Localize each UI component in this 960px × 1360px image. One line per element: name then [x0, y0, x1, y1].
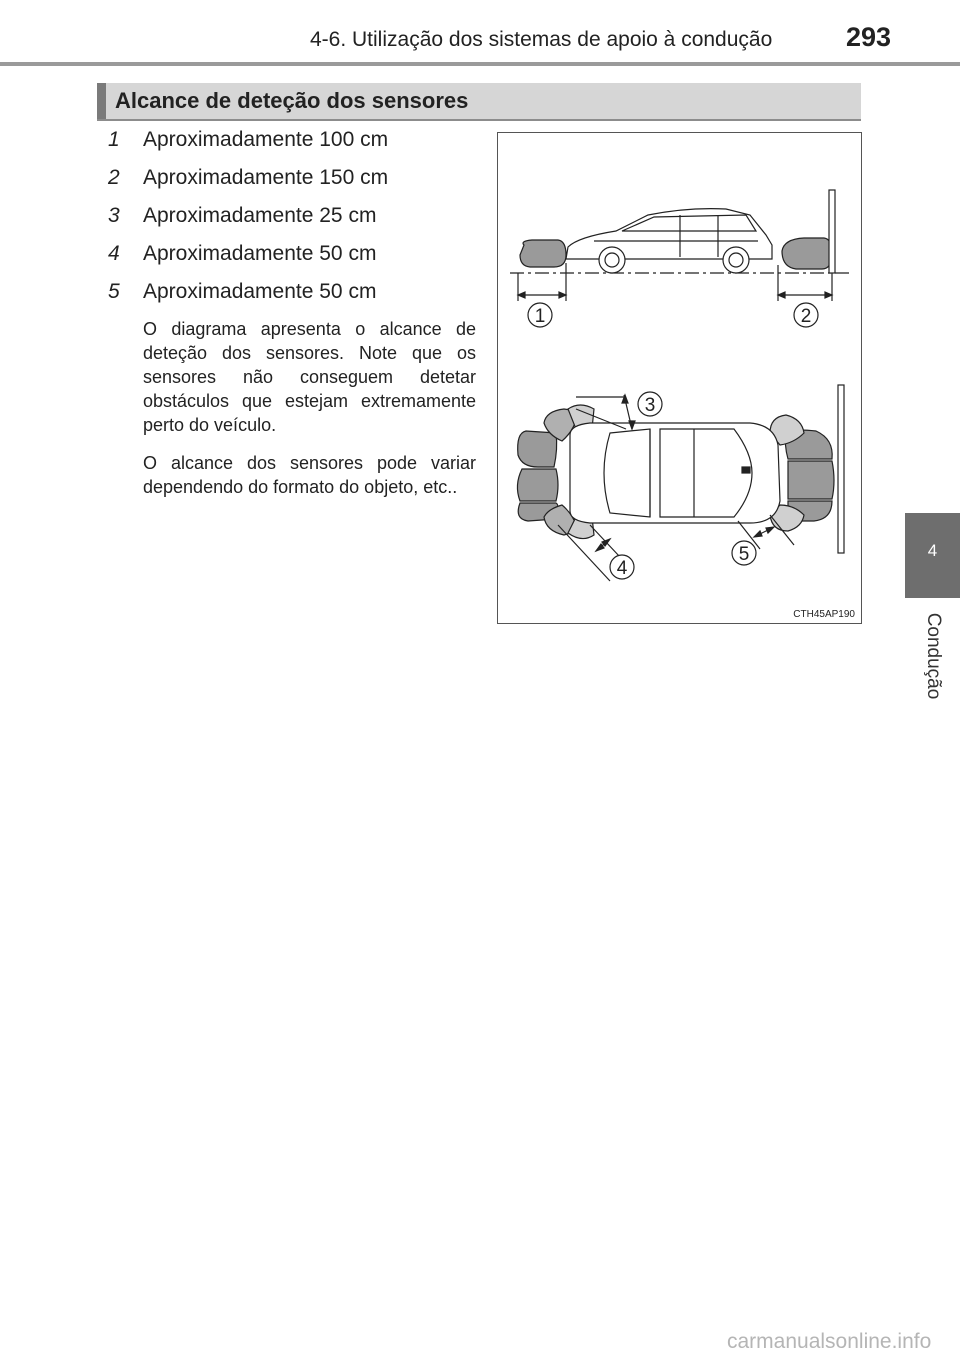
item-number: 1	[108, 128, 120, 151]
side-view	[510, 190, 850, 327]
body-paragraph: O diagrama apresenta o alcance de deteção dos sensores. Note que os sensores não conseguem detetar obstáculos que estejam extremamente perto do veículo.	[143, 319, 476, 435]
header-divider	[0, 62, 960, 66]
section-heading-accent	[97, 83, 106, 119]
item-number: 3	[108, 204, 120, 227]
callout-4: 4	[616, 558, 628, 579]
item-text: Aproximadamente 50 cm	[143, 280, 377, 303]
item-text: Aproximadamente 50 cm	[143, 242, 377, 265]
item-number: 2	[108, 166, 120, 189]
page-number: 293	[846, 22, 892, 52]
figure-code: CTH45AP190	[793, 609, 855, 620]
body-paragraph: O alcance dos sensores pode variar dependendo do formato do objeto, etc..	[143, 453, 476, 497]
item-text: Aproximadamente 25 cm	[143, 204, 377, 227]
chapter-tab	[905, 513, 960, 598]
item-text: Aproximadamente 150 cm	[143, 166, 389, 189]
callout-5: 5	[738, 544, 750, 565]
item-text: Aproximadamente 100 cm	[143, 128, 389, 151]
sensor-range-diagram	[497, 132, 862, 624]
callout-1: 1	[534, 306, 546, 327]
watermark-url: carmanualsonline.info	[727, 1330, 932, 1353]
header-section-title: 4-6. Utilização dos sistemas de apoio à condução	[310, 28, 773, 51]
chapter-number: 4	[927, 541, 938, 560]
chapter-label: Condução	[923, 612, 944, 700]
top-view	[517, 385, 844, 581]
section-title: Alcance de deteção dos sensores	[115, 88, 469, 113]
section-heading-bar	[97, 83, 861, 121]
callout-2: 2	[800, 306, 812, 327]
callout-3: 3	[644, 395, 656, 416]
item-number: 5	[108, 280, 120, 303]
item-number: 4	[108, 242, 120, 265]
sensor-range-illustration	[498, 133, 863, 625]
